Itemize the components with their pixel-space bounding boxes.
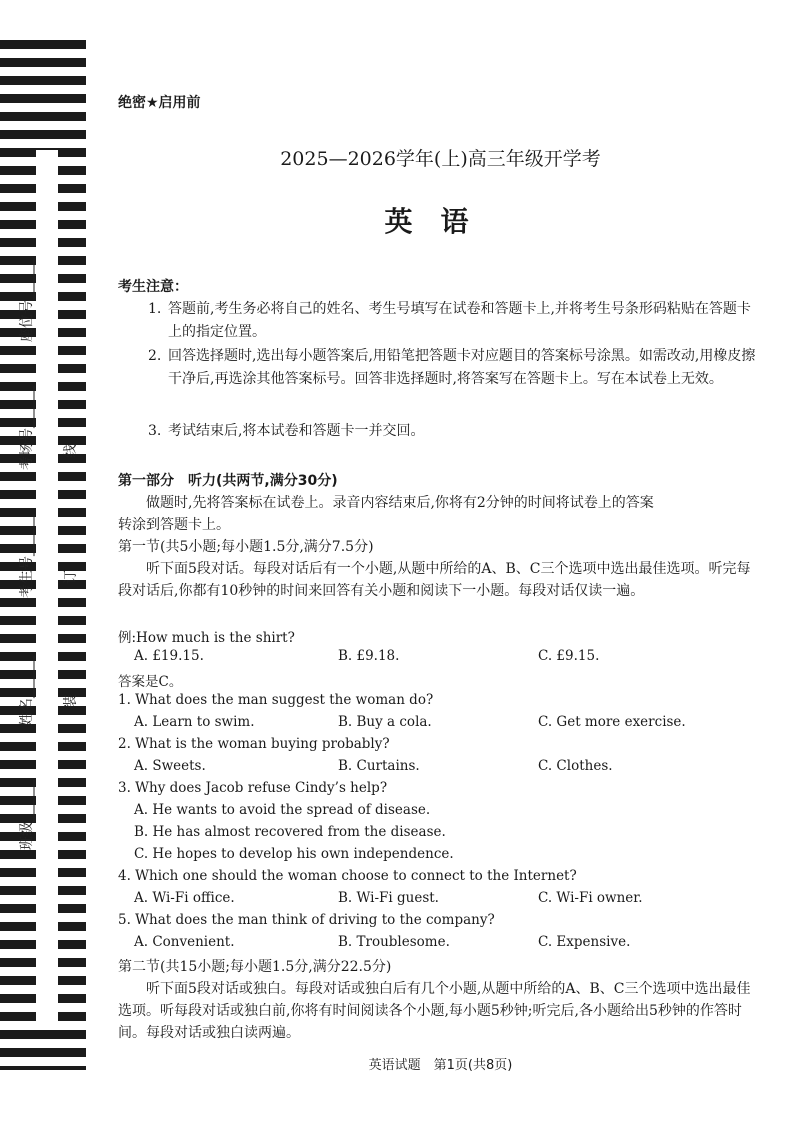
option-b: B. Troublesome.: [338, 934, 450, 950]
notice-text: 答题前,考生务必将自己的姓名、考生号填写在试卷和答题卡上,并将考生号条形码粘贴在答题卡上的指定位置。: [168, 301, 751, 340]
class-field: 班级______: [19, 780, 35, 850]
example-question: 例:How much is the shirt?: [118, 630, 295, 646]
room-field: 考场号______: [19, 386, 35, 470]
exam-title: 2025—2026学年(上)高三年级开学考: [280, 148, 601, 170]
option-a: A. He wants to avoid the spread of disease.: [134, 802, 431, 818]
option-b: B. £9.18.: [338, 648, 400, 664]
option-a: A. £19.15.: [134, 648, 204, 664]
option-a: A. Sweets.: [134, 758, 206, 774]
candidate-no-field: 考生号______: [19, 514, 35, 598]
option-c: C. Expensive.: [538, 934, 631, 950]
option-c: C. He hopes to develop his own independence.: [134, 846, 454, 862]
part1-heading: 第一部分 听力(共两节,满分30分): [118, 473, 338, 489]
cut-mark-line: 线: [63, 444, 79, 458]
cut-mark-staple: 装: [63, 694, 79, 708]
notice-item-1: [148, 298, 763, 344]
option-a: A. Wi-Fi office.: [134, 890, 235, 906]
confidential-label: 绝密★启用前: [118, 95, 201, 111]
section1-instructions: 听下面5段对话。每段对话后有一个小题,从题中所给的A、B、C三个选项中选出最佳选项。听完每段对话后,你都有10秒钟的时间来回答有关小题和阅读下一小题。每段对话仅读一遍。: [118, 561, 751, 599]
notice-item-3: [148, 420, 763, 443]
question-3: 3. Why does Jacob refuse Cindy’s help?: [118, 780, 388, 796]
notice-text: 考试结束后,将本试卷和答题卡一并交回。: [168, 423, 425, 439]
binding-margin-blank: [36, 150, 58, 1030]
notice-item-2: [148, 345, 763, 391]
option-c: C. Clothes.: [538, 758, 613, 774]
section2-instructions: 听下面5段对话或独白。每段对话或独白后有几个小题,从题中所给的A、B、C三个选项中选出最佳选项。听每段对话或独白前,你将有时间阅读各个小题,每小题5秒钟;听完后,各小题给出5秒钟的作答时间。每段对话或独白读两遍。: [118, 981, 751, 1041]
part1-intro-line1: 做题时,先将答案标在试卷上。录音内容结束后,你将有2分钟的时间将试卷上的答案: [146, 495, 654, 511]
notice-num: 3.: [148, 423, 162, 439]
question-4: 4. Which one should the woman choose to connect to the Internet?: [118, 868, 577, 884]
option-a: A. Convenient.: [134, 934, 235, 950]
option-a: A. Learn to swim.: [134, 714, 255, 730]
option-c: C. £9.15.: [538, 648, 600, 664]
example-answer: 答案是C。: [118, 674, 183, 690]
name-label: 姓名: [19, 698, 35, 726]
seat-field: 座位号______: [19, 258, 35, 342]
subject-title: 英语: [384, 205, 497, 238]
option-b: B. Buy a cola.: [338, 714, 432, 730]
section2-heading: 第二节(共15小题;每小题1.5分,满分22.5分): [118, 959, 392, 975]
class-label: 班级: [19, 822, 35, 850]
option-c: C. Wi-Fi owner.: [538, 890, 643, 906]
page-footer: 英语试题 第1页(共8页): [368, 1058, 513, 1073]
section1-heading: 第一节(共5小题;每小题1.5分,满分7.5分): [118, 539, 374, 555]
cut-mark-bind: 订: [63, 570, 79, 584]
notice-title: 考生注意：: [118, 279, 188, 295]
seat-label: 座位号: [19, 300, 35, 342]
question-5: 5. What does the man think of driving to the company?: [118, 912, 495, 928]
notice-text: 回答选择题时,选出每小题答案后,用铅笔把答题卡对应题目的答案标号涂黑。如需改动,用橡皮擦干净后,再选涂其他答案标号。回答非选择题时,将答案写在答题卡上。写在本试卷上无效。: [168, 348, 756, 387]
room-label: 考场号: [19, 428, 35, 470]
option-c: C. Get more exercise.: [538, 714, 686, 730]
question-2: 2. What is the woman buying probably?: [118, 736, 390, 752]
option-b: B. He has almost recovered from the disease.: [134, 824, 446, 840]
part1-intro-line2: 转涂到答题卡上。: [118, 517, 230, 533]
option-b: B. Curtains.: [338, 758, 420, 774]
notice-num: 1.: [148, 301, 162, 317]
candidate-no-label: 考生号: [19, 556, 35, 598]
name-field: 姓名______: [19, 656, 35, 726]
option-b: B. Wi-Fi guest.: [338, 890, 439, 906]
notice-num: 2.: [148, 348, 162, 364]
question-1: 1. What does the man suggest the woman do?: [118, 692, 434, 708]
